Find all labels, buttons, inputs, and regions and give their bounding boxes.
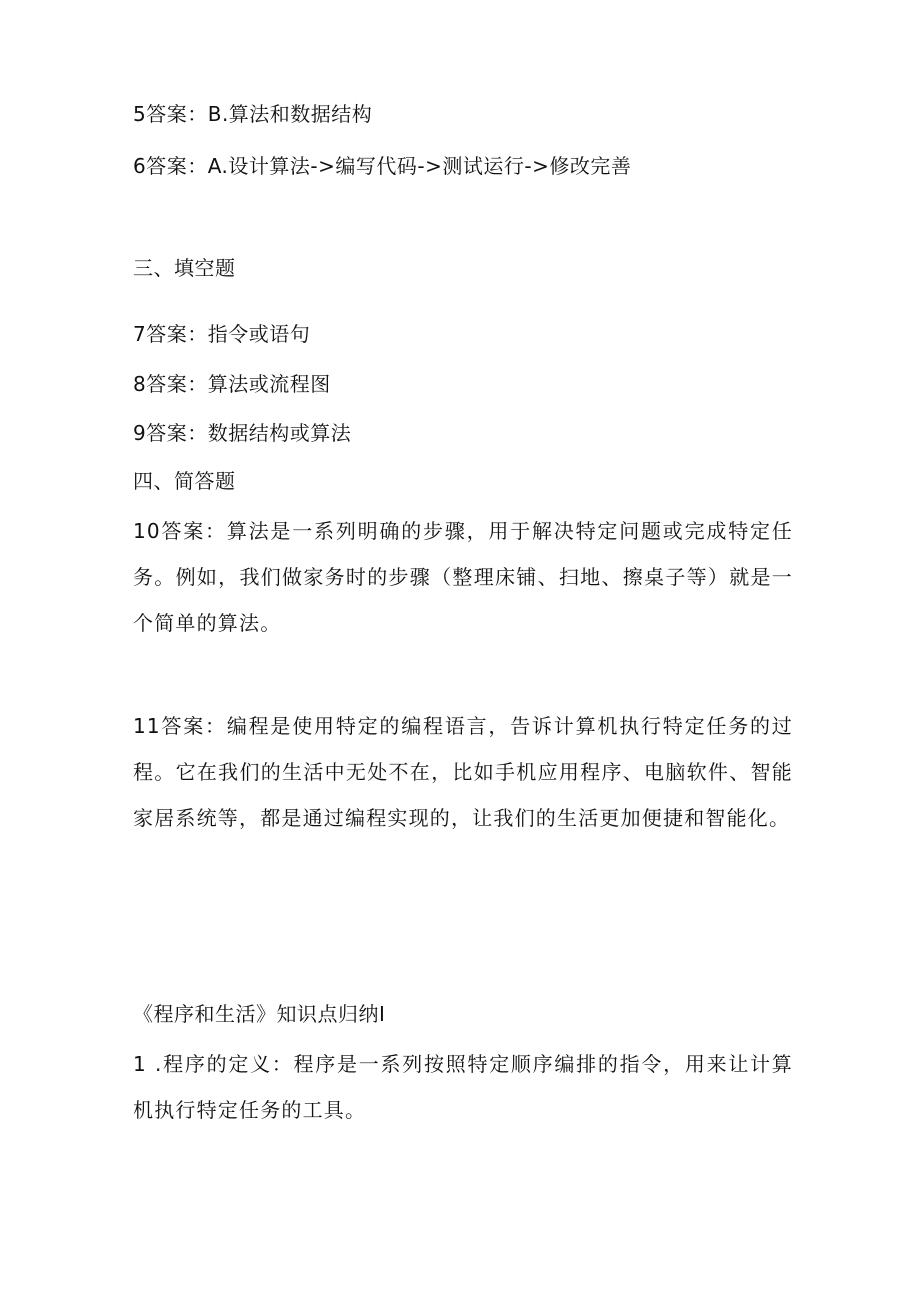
section-title-short-answer: 四、简答题 bbox=[133, 469, 236, 493]
answer-8: 8答案：算法或流程图 bbox=[133, 372, 331, 396]
answer-11: 11答案：编程是使用特定的编程语言，告诉计算机执行特定任务的过程。它在我们的生活中无处不在，比如手机应用程序、电脑软件、智能家居系统等，都是通过编程实现的，让我们的生活更加便捷和智能化。 bbox=[133, 714, 793, 830]
section-title-fill-blank: 三、填空题 bbox=[133, 256, 236, 280]
answer-9: 9答案：数据结构或算法 bbox=[133, 421, 352, 445]
answer-6: 6答案：A.设计算法->编写代码->测试运行->修改完善 bbox=[133, 154, 632, 178]
answer-7: 7答案：指令或语句 bbox=[133, 322, 311, 346]
answer-10: 10答案：算法是一系列明确的步骤，用于解决特定问题或完成特定任务。例如，我们做家务时的步骤（整理床铺、扫地、擦桌子等）就是一个简单的算法。 bbox=[133, 519, 793, 635]
summary-item-1: 1 .程序的定义：程序是一系列按照特定顺序编排的指令，用来让计算机执行特定任务的工具。 bbox=[133, 1052, 793, 1122]
answer-5: 5答案：B.算法和数据结构 bbox=[133, 102, 373, 126]
summary-title: 《程序和生活》知识点归纳I bbox=[133, 1002, 386, 1026]
